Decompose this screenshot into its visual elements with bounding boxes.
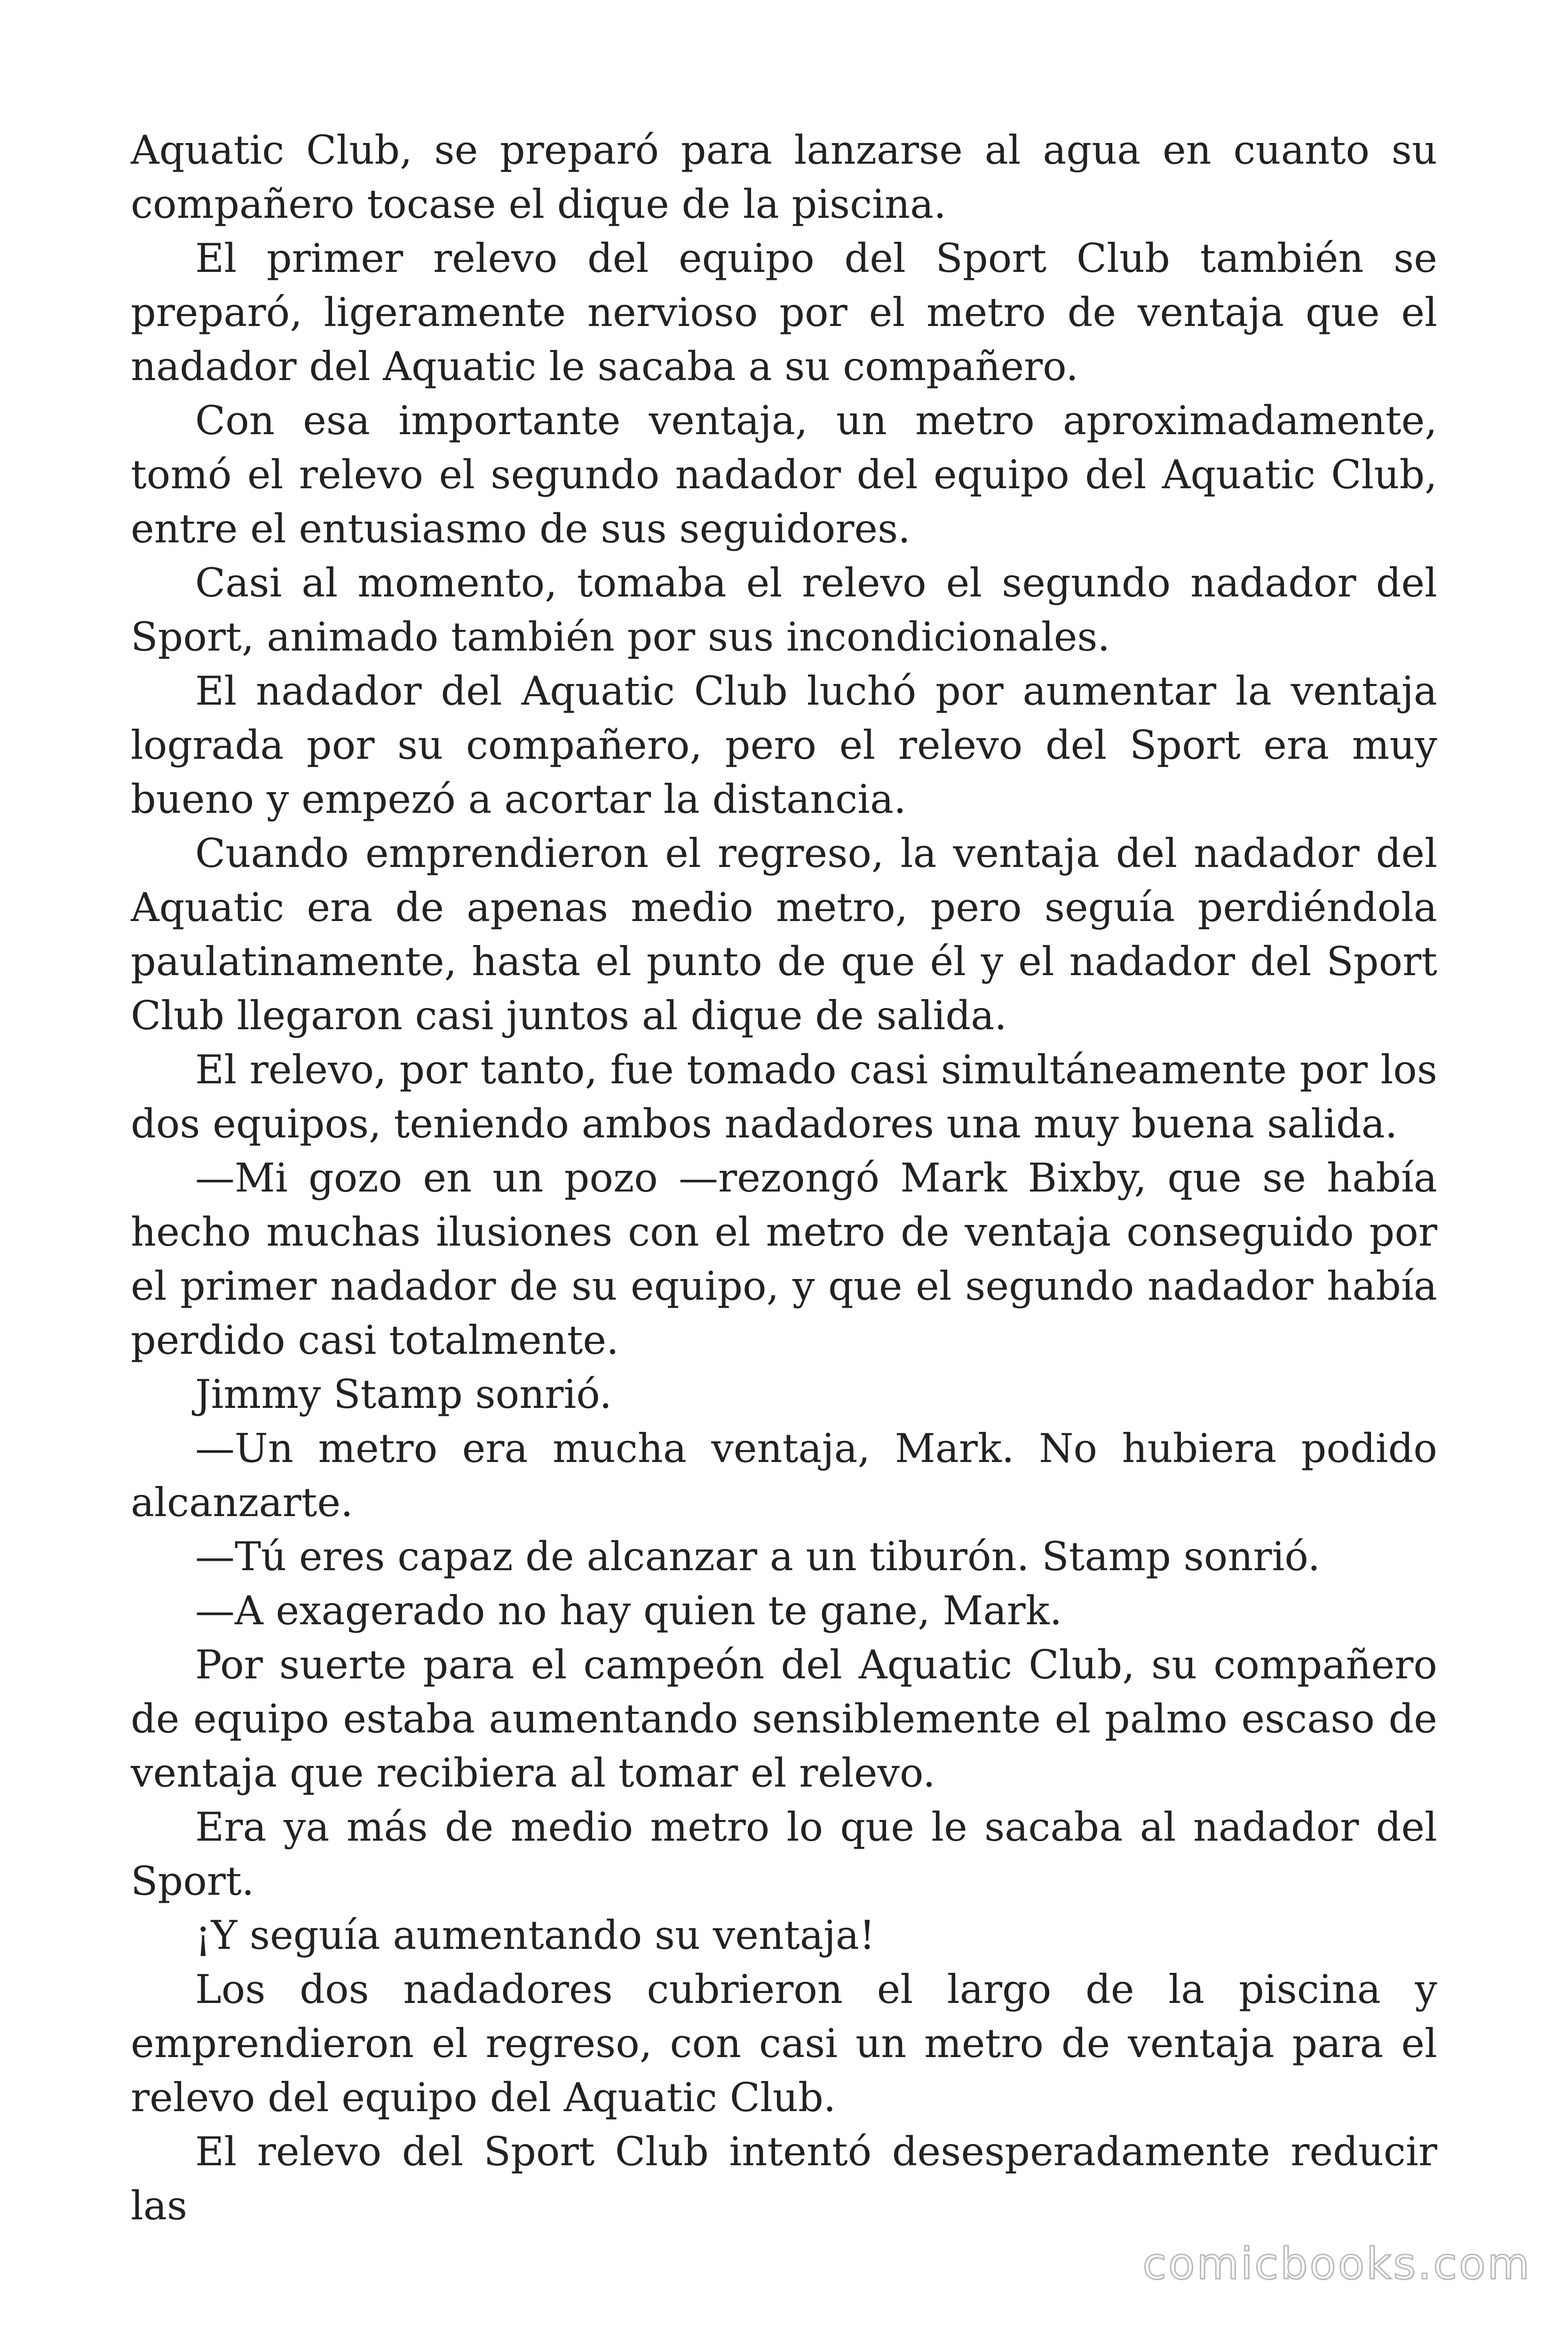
watermark: comicbooks.com (1142, 2239, 1531, 2289)
paragraph: El relevo, por tanto, fue tomado casi simultáneamente por los dos equipos, teniendo ambos nadadores una muy buena salida. (131, 1047, 1437, 1147)
paragraph: Los dos nadadores cubrieron el largo de la piscina y emprendieron el regreso, con casi un metro de ventaja para el relevo del equipo del Aquatic Club. (131, 1966, 1437, 2121)
paragraph: Casi al momento, tomaba el relevo el segundo nadador del Sport, animado también por sus incondicionales. (131, 560, 1437, 660)
paragraph: El primer relevo del equipo del Sport Club también se preparó, ligeramente nervioso por el metro de ventaja que el nadador del Aquatic le sacaba a su compañero. (131, 235, 1437, 389)
paragraph: —A exagerado no hay quien te gane, Mark. (195, 1588, 1062, 1634)
paragraph: —Un metro era mucha ventaja, Mark. No hubiera podido alcanzarte. (131, 1425, 1437, 1526)
paragraph: —Mi gozo en un pozo —rezongó Mark Bixby, que se había hecho muchas ilusiones con el metro de ventaja conseguido por el primer nadador de su equipo, y que el segundo nadador había perdido casi totalmente. (131, 1155, 1437, 1363)
paragraph: Jimmy Stamp sonrió. (195, 1371, 612, 1417)
paragraph: Era ya más de medio metro lo que le sacaba al nadador del Sport. (131, 1804, 1437, 1904)
paragraph: El nadador del Aquatic Club luchó por aumentar la ventaja lograda por su compañero, pero el relevo del Sport era muy bueno y empezó a acortar la distancia. (131, 668, 1437, 822)
page-text (131, 123, 1437, 2233)
paragraph: Cuando emprendieron el regreso, la ventaja del nadador del Aquatic era de apenas medio metro, pero seguía perdiéndola paulatinamente, hasta el punto de que él y el nadador del Sport Club llegaron casi juntos al dique de salida. (131, 830, 1437, 1039)
paragraph: Aquatic Club, se preparó para lanzarse al agua en cuanto su compañero tocase el dique de la piscina. (131, 127, 1437, 227)
paragraph: El relevo del Sport Club intentó desesperadamente reducir las (131, 2129, 1437, 2229)
paragraph: —Tú eres capaz de alcanzar a un tiburón. Stamp sonrió. (195, 1534, 1321, 1580)
paragraph: Por suerte para el campeón del Aquatic Club, su compañero de equipo estaba aumentando sensiblemente el palmo escaso de ventaja que recibiera al tomar el relevo. (131, 1642, 1437, 1796)
paragraph: Con esa importante ventaja, un metro aproximadamente, tomó el relevo el segundo nadador del equipo del Aquatic Club, entre el entusiasmo de sus seguidores. (131, 397, 1437, 552)
paragraph: ¡Y seguía aumentando su ventaja! (195, 1912, 875, 1958)
